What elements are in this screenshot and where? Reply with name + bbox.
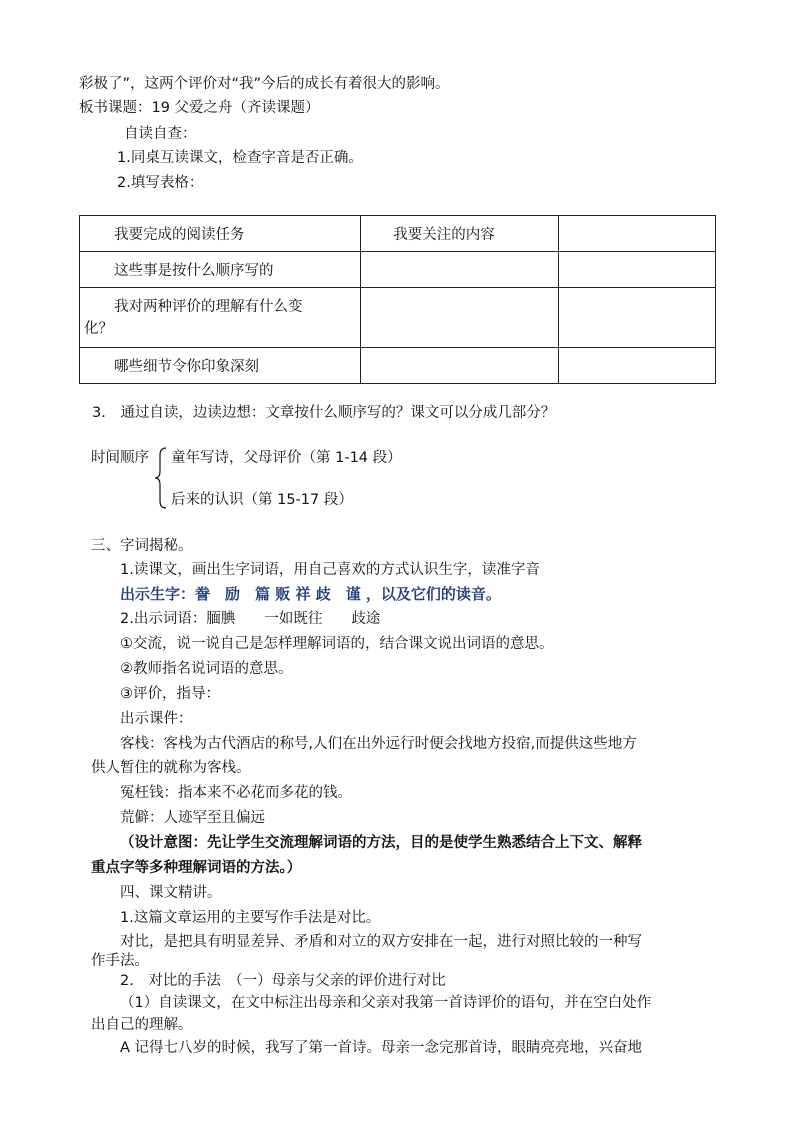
- table-cell: [559, 216, 716, 252]
- text-line: 2.出示词语：腼腆 一如既往 歧途: [120, 611, 381, 627]
- table-cell: 我要完成的阅读任务: [80, 216, 361, 252]
- text-line: 对比，是把具有明显差异、矛盾和对立的双方安排在一起，进行对照比较的一种写: [120, 934, 642, 950]
- text-line: （1）自读课文，在文中标注出母亲和父亲对我第一首诗评价的语句，并在空白处作: [120, 995, 652, 1011]
- table-cell: 我要关注的内容: [361, 216, 559, 252]
- text-line: 自读自查：: [124, 126, 197, 142]
- text-line: 客栈：客栈为古代酒店的称号,人们在出外远行时便会找地方投宿,而提供这些地方: [120, 736, 637, 752]
- text-line: 荒僻：人迹罕至且偏远: [120, 810, 265, 826]
- design-note: （设计意图：先让学生交流理解词语的方法，目的是使学生熟悉结合上下文、解释: [120, 835, 642, 851]
- table-cell: [361, 252, 559, 288]
- order-label: 时间顺序: [91, 450, 149, 466]
- table-row: [80, 252, 716, 288]
- text-line: 出自己的理解。: [91, 1017, 193, 1033]
- text-line: 彩极了”，这两个评价对“我”今后的成长有着很大的影响。: [79, 76, 450, 92]
- design-note: 重点字等多种理解词语的方法。）: [91, 860, 302, 876]
- structure-part: 童年写诗，父母评价（第 1-14 段）: [171, 450, 402, 466]
- text-line: 2.填写表格：: [117, 175, 204, 191]
- text-line: 出示课件：: [120, 711, 193, 727]
- table-cell: [361, 288, 559, 348]
- text-line: 1.这篇文章运用的主要写作手法是对比。: [120, 910, 381, 926]
- text-line: 供人暂住的就称为客栈。: [91, 760, 251, 776]
- text-line: 3. 通过自读，边读边想：文章按什么顺序写的？课文可以分成几部分？: [92, 405, 556, 421]
- table-row: [80, 288, 716, 348]
- text-line: 作手法。: [91, 953, 149, 969]
- section-title: 三、字词揭秘。: [91, 538, 193, 554]
- table-cell: [361, 348, 559, 384]
- text-line: 1.读课文，画出生字词语，用自己喜欢的方式认识生字，读准字音: [120, 562, 540, 578]
- text-line: ①交流，说一说自己是怎样理解词语的，结合课文说出词语的意思。: [120, 636, 554, 652]
- table-cell: 这些事是按什么顺序写的: [80, 252, 361, 288]
- text-line: A 记得七八岁的时候，我写了第一首诗。母亲一念完那首诗，眼睛亮亮地，兴奋地: [120, 1040, 643, 1056]
- reading-task-table: [79, 215, 716, 384]
- text-line: ③评价，指导：: [120, 686, 220, 702]
- text-line: ②教师指名说词语的意思。: [120, 661, 293, 677]
- text-line: 板书课题：19 父爱之舟（齐读课题）: [79, 100, 320, 116]
- structure-part: 后来的认识（第 15-17 段）: [171, 492, 353, 508]
- text-line: 1.同桌互读课文，检查字音是否正确。: [117, 150, 363, 166]
- table-cell: 哪些细节令你印象深刻: [80, 348, 361, 384]
- table-row: [80, 348, 716, 384]
- table-cell-text: 我对两种评价的理解有什么变化？: [84, 298, 303, 337]
- brace-icon: [154, 447, 168, 509]
- table-cell: [559, 288, 716, 348]
- table-cell: [559, 348, 716, 384]
- table-cell: [559, 252, 716, 288]
- section-title: 四、课文精讲。: [120, 885, 222, 901]
- table-row: [80, 216, 716, 252]
- text-line: 冤枉钱：指本来不必花而多花的钱。: [120, 785, 352, 801]
- table-cell: [80, 288, 361, 348]
- text-line: 2. 对比的手法 （一）母亲与父亲的评价进行对比: [120, 973, 446, 989]
- highlight-line: 出示生字：誊 励 篇 贩 祥 歧 谨 ，以及它们的读音。: [120, 585, 501, 603]
